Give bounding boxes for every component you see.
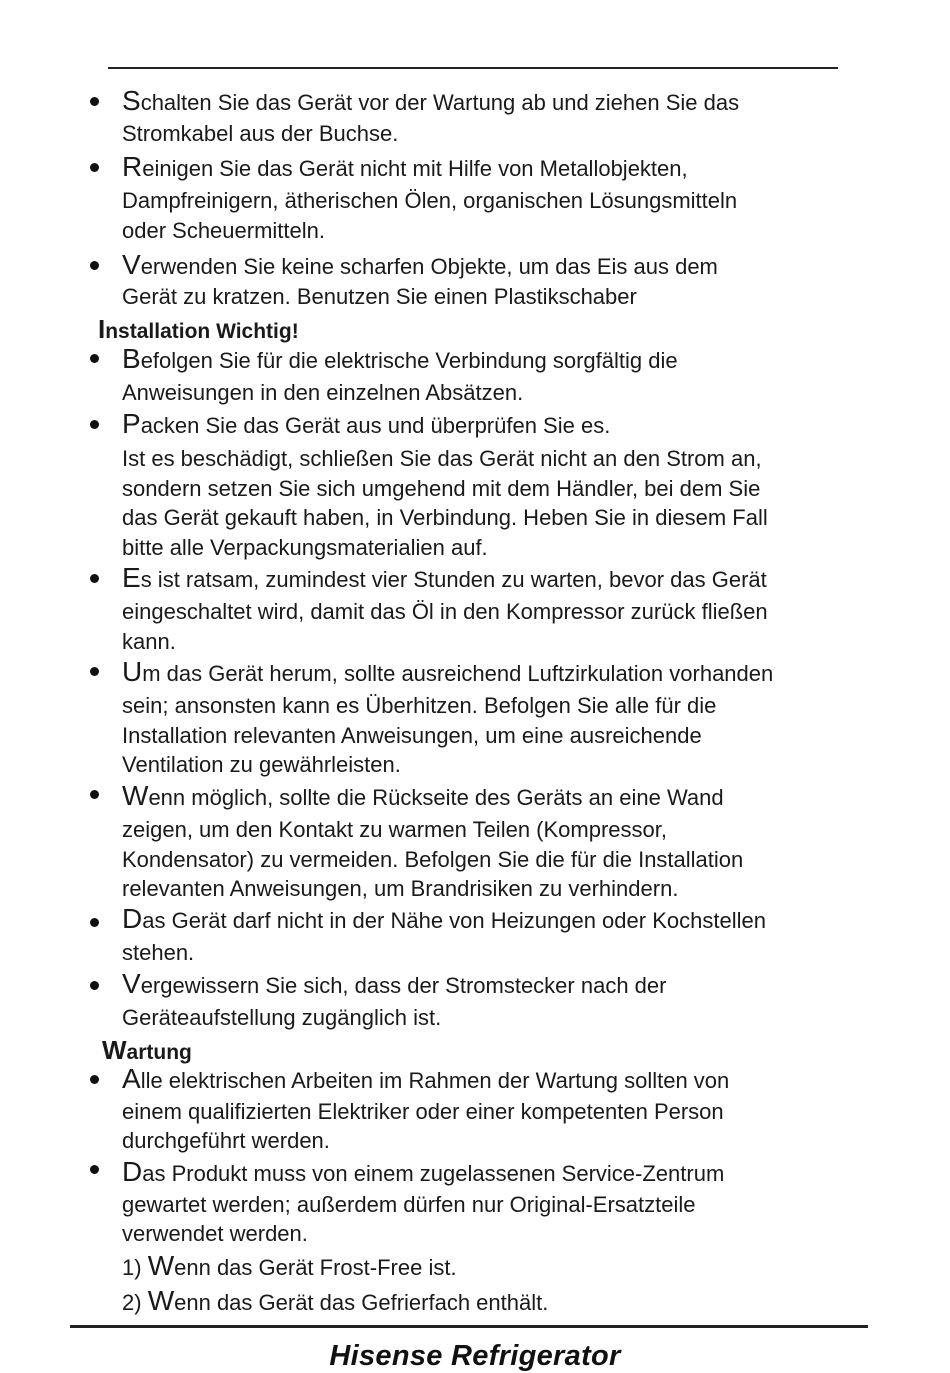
- bullet-icon: [90, 261, 99, 270]
- numbered-item: 2) Wenn das Gerät das Gefrierfach enthält.: [122, 1285, 549, 1316]
- text-line: oder Scheuermitteln.: [122, 218, 325, 243]
- text-line: Packen Sie das Gerät aus und überprüfen Sie es.: [122, 408, 611, 439]
- text-line: Geräteaufstellung zugänglich ist.: [122, 1005, 442, 1030]
- numbered-item: 1) Wenn das Gerät Frost-Free ist.: [122, 1250, 457, 1281]
- bullet-icon: [90, 1165, 99, 1174]
- text-line: das Gerät gekauft haben, in Verbindung. Heben Sie in diesem Fall: [122, 505, 768, 530]
- text-line: Anweisungen in den einzelnen Absätzen.: [122, 380, 524, 405]
- text-line: Alle elektrischen Arbeiten im Rahmen der Wartung sollten von: [122, 1063, 730, 1094]
- text-line: Dampfreinigern, ätherischen Ölen, organischen Lösungsmitteln: [122, 188, 738, 213]
- bullet-icon: [90, 574, 99, 583]
- bullet-icon: [90, 918, 99, 927]
- text-line: zeigen, um den Kontakt zu warmen Teilen (Kompressor,: [122, 817, 667, 842]
- bullet-icon: [90, 790, 99, 799]
- bullet-icon: [90, 1075, 99, 1084]
- text-line: Es ist ratsam, zumindest vier Stunden zu warten, bevor das Gerät: [122, 562, 767, 593]
- text-line: Verwenden Sie keine scharfen Objekte, um das Eis aus dem: [122, 249, 718, 280]
- text-line: Das Produkt muss von einem zugelassenen Service-Zentrum: [122, 1156, 725, 1187]
- text-line: verwendet werden.: [122, 1221, 308, 1246]
- text-line: Gerät zu kratzen. Benutzen Sie einen Plastikschaber: [122, 284, 637, 309]
- section-heading-wartung: Wartung: [102, 1035, 192, 1065]
- text-line: Ist es beschädigt, schließen Sie das Gerät nicht an den Strom an,: [122, 446, 762, 471]
- text-line: Reinigen Sie das Gerät nicht mit Hilfe von Metallobjekten,: [122, 151, 688, 182]
- section-heading-installation: Installation Wichtig!: [98, 314, 299, 344]
- text-line: bitte alle Verpackungsmaterialien auf.: [122, 535, 488, 560]
- text-line: einem qualifizierten Elektriker oder einer kompetenten Person: [122, 1099, 724, 1124]
- bullet-icon: [90, 354, 99, 363]
- bullet-icon: [90, 97, 99, 106]
- text-line: sondern setzen Sie sich umgehend mit dem Händler, bei dem Sie: [122, 476, 761, 501]
- text-line: eingeschaltet wird, damit das Öl in den Kompressor zurück fließen: [122, 599, 768, 624]
- bullet-icon: [90, 667, 99, 676]
- text-line: Stromkabel aus der Buchse.: [122, 121, 399, 146]
- text-line: Wenn möglich, sollte die Rückseite des Geräts an eine Wand: [122, 780, 724, 811]
- text-line: stehen.: [122, 940, 195, 965]
- bullet-icon: [90, 420, 99, 429]
- text-line: Ventilation zu gewährleisten.: [122, 752, 401, 777]
- text-line: gewartet werden; außerdem dürfen nur Original-Ersatzteile: [122, 1192, 696, 1217]
- bullet-icon: [90, 981, 99, 990]
- bottom-rule: [70, 1325, 868, 1328]
- text-line: Schalten Sie das Gerät vor der Wartung ab und ziehen Sie das: [122, 85, 740, 116]
- text-line: Befolgen Sie für die elektrische Verbindung sorgfältig die: [122, 343, 678, 374]
- text-line: kann.: [122, 629, 176, 654]
- text-line: Kondensator) zu vermeiden. Befolgen Sie die für die Installation: [122, 847, 744, 872]
- text-line: Das Gerät darf nicht in der Nähe von Heizungen oder Kochstellen: [122, 903, 766, 934]
- text-line: Installation relevanten Anweisungen, um eine ausreichende: [122, 723, 702, 748]
- footer-brand: Hisense Refrigerator: [329, 1340, 621, 1372]
- text-line: relevanten Anweisungen, um Brandrisiken zu verhindern.: [122, 876, 679, 901]
- text-line: durchgeführt werden.: [122, 1128, 330, 1153]
- text-line: Um das Gerät herum, sollte ausreichend Luftzirkulation vorhanden: [122, 656, 774, 687]
- top-rule: [108, 67, 838, 69]
- text-line: Vergewissern Sie sich, dass der Stromstecker nach der: [122, 968, 667, 999]
- bullet-icon: [90, 163, 99, 172]
- text-line: sein; ansonsten kann es Überhitzen. Befolgen Sie alle für die: [122, 693, 717, 718]
